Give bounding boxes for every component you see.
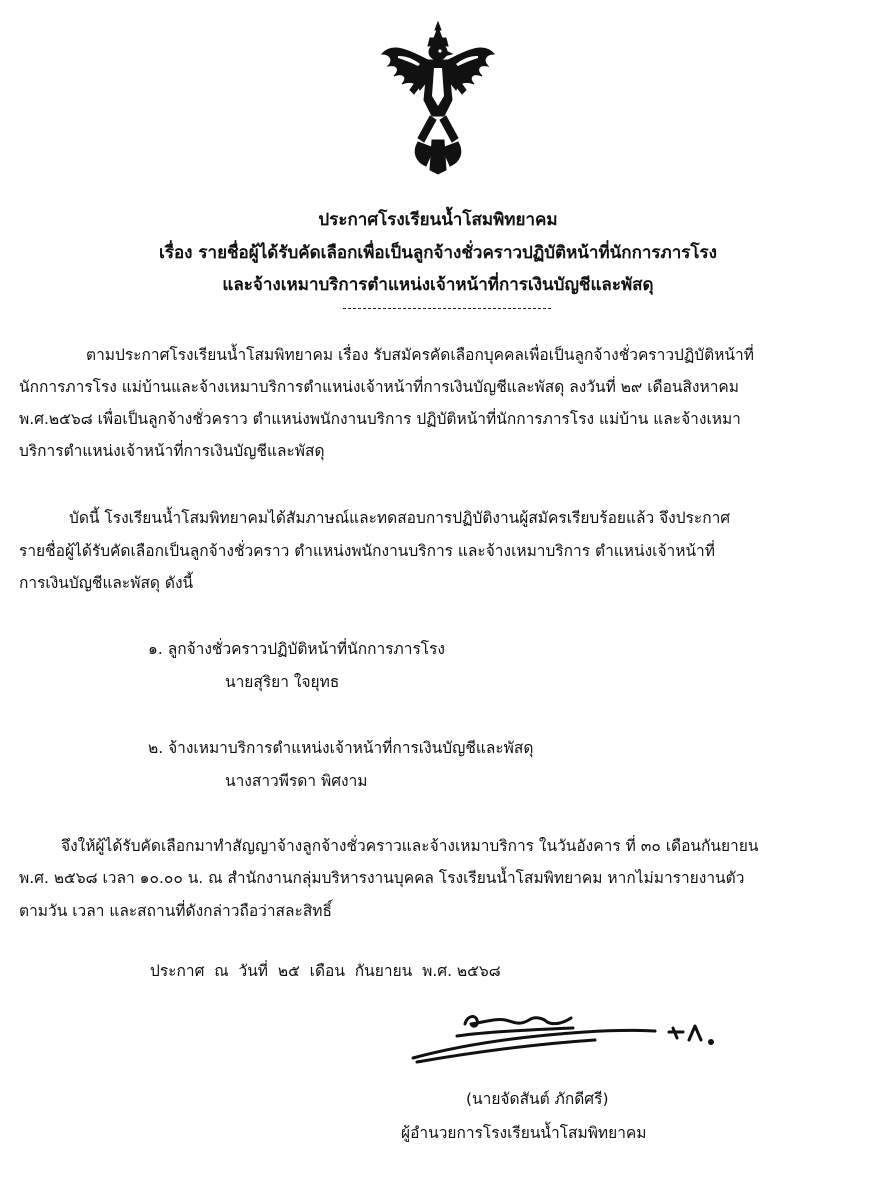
title-divider (343, 308, 551, 309)
paragraph-3-line: ตามวัน เวลา และสถานที่ดังกล่าวถือว่าสละสิทธิ์ (19, 902, 332, 920)
item-2-name: นางสาวพีรดา พิศงาม (225, 772, 368, 790)
paragraph-1-line: นักการภารโรง แม่บ้านและจ้างเหมาบริการตำแหน่งเจ้าหน้าที่การเงินบัญชีและพัสดุ ลงวันที่ ๒๙ เดือนสิงหาคม (19, 378, 740, 396)
item-1-name: นายสุริยา ใจยุทธ (225, 673, 340, 691)
paragraph-1-line: บริการตำแหน่งเจ้าหน้าที่การเงินบัญชีและพัสดุ (19, 442, 325, 460)
subject-line: เรื่อง รายชื่อผู้ได้รับคัดเลือกเพื่อเป็นลูกจ้างชั่วคราวปฏิบัติหน้าที่นักการภารโรง (159, 243, 717, 263)
announcement-date: ประกาศ ณ วันที่ ๒๕ เดือน กันยายน พ.ศ. ๒๕๖๘ (150, 962, 501, 980)
signer-title: ผู้อำนวยการโรงเรียนน้ำโสมพิทยาคม (401, 1124, 647, 1142)
paragraph-3-line: พ.ศ. ๒๕๖๘ เวลา ๑๐.๐๐ น. ณ สำนักงานกลุ่มบริหารงานบุคคล โรงเรียนน้ำโสมพิทยาคม หากไม่มารายงานตัว (19, 869, 745, 887)
paragraph-1-line: พ.ศ.๒๕๖๘ เพื่อเป็นลูกจ้างชั่วคราว ตำแหน่งพนักงานบริการ ปฏิบัติหน้าที่นักการภารโรง แม่บ้าน และจ้างเหมา (19, 410, 741, 428)
paragraph-2-line: บัดนี้ โรงเรียนน้ำโสมพิทยาคมได้สัมภาษณ์และทดสอบการปฏิบัติงานผู้สมัครเรียบร้อยแล้ว จึงประกาศ (69, 509, 731, 527)
paragraph-3-line: จึงให้ผู้ได้รับคัดเลือกมาทำสัญญาจ้างลูกจ้างชั่วคราวและจ้างเหมาบริการ ในวันอังคาร ที่ ๓๐ เดือนกันยายน (61, 837, 759, 855)
signer-name: (นายจัดสันต์ ภักดีศรี) (466, 1090, 609, 1108)
subject-line-continued: และจ้างเหมาบริการตำแหน่งเจ้าหน้าที่การเงินบัญชีและพัสดุ (222, 275, 654, 295)
announcement-title: ประกาศโรงเรียนน้ำโสมพิทยาคม (318, 210, 558, 230)
garuda-emblem-icon (378, 20, 498, 175)
signature-icon (405, 996, 735, 1076)
paragraph-2-line: การเงินบัญชีและพัสดุ ดังนี้ (19, 574, 194, 592)
paragraph-2-line: รายชื่อผู้ได้รับคัดเลือกเป็นลูกจ้างชั่วคราว ตำแหน่งพนักงานบริการ และจ้างเหมาบริการ ตำแหน่งเจ้าหน้าที่ (19, 542, 715, 560)
item-2-position: ๒. จ้างเหมาบริการตำแหน่งเจ้าหน้าที่การเงินบัญชีและพัสดุ (148, 739, 534, 757)
paragraph-1-line: ตามประกาศโรงเรียนน้ำโสมพิทยาคม เรื่อง รับสมัครคัดเลือกบุคคลเพื่อเป็นลูกจ้างชั่วคราวปฏิบัติหน้าที่ (86, 346, 754, 364)
item-1-position: ๑. ลูกจ้างชั่วคราวปฏิบัติหน้าที่นักการภารโรง (148, 640, 445, 658)
